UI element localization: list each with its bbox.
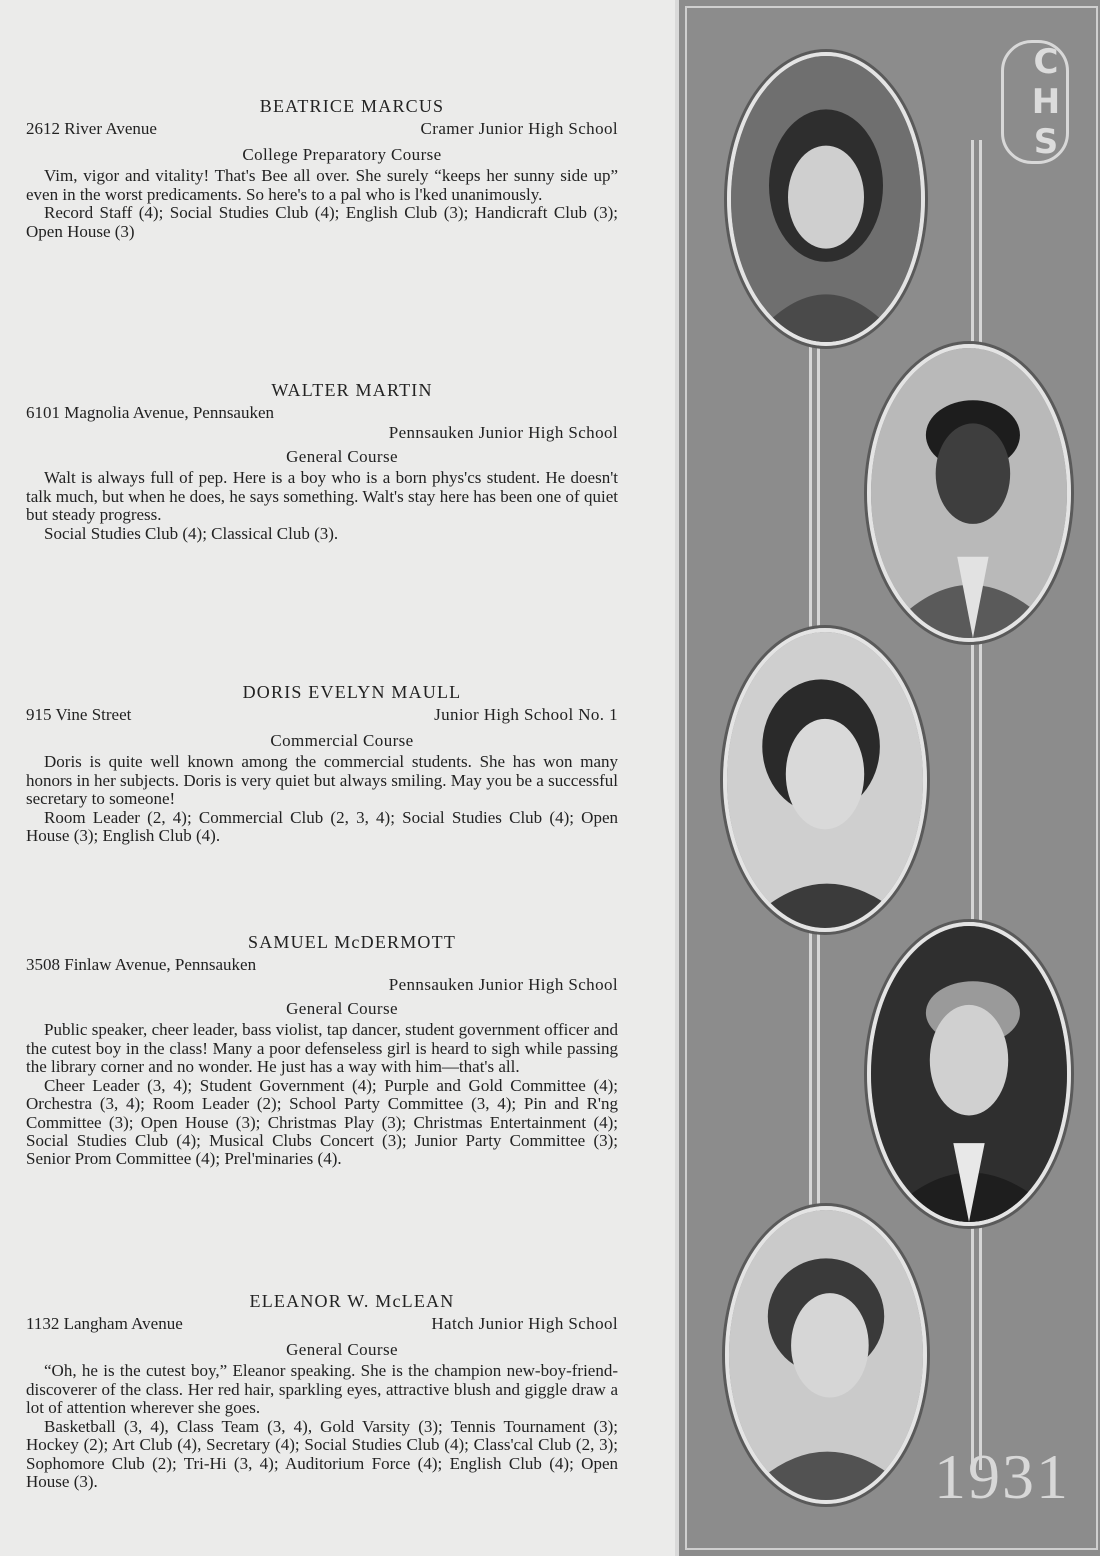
- student-blurb: “Oh, he is the cutest boy,” Eleanor speaking. She is the champion new-boy-friend-discoverer of the class. Her red hair, sparkling eyes, attractive blush and giggle draw a lot of attention wherever she goes.: [26, 1361, 618, 1418]
- student-blurb: Public speaker, cheer leader, bass violist, tap dancer, student government officer and the cutest boy in the class! Many a poor defenseless girl is heard to sigh while passing the library corner and no wonder. He just has a way with him—that's all.: [26, 1020, 618, 1077]
- junior-high-school: Hatch Junior High School: [431, 1314, 618, 1333]
- address-row: [26, 117, 618, 143]
- junior-high-school: Pennsauken Junior High School: [388, 975, 618, 994]
- junior-high-school: Junior High School No. 1: [434, 705, 618, 724]
- student-activities: Basketball (3, 4), Class Team (3, 4), Gold Varsity (3); Tennis Tournament (3); Hockey (2); Art Club (4), Secretary (4); Social Studies Club (4); Class'cal Club (2, 3); Sophomore Club (2); Tri-Hi (3, 4); Auditorium Force (4); English Club (4); Open House (3).: [26, 1416, 618, 1491]
- address-row: [26, 1312, 618, 1338]
- junior-high-school: Pennsauken Junior High School: [388, 423, 618, 442]
- student-name: DORIS EVELYN MAULL: [242, 682, 462, 702]
- portrait-photo: [729, 1210, 923, 1500]
- portrait-samuel-mcdermott: [867, 922, 1071, 1226]
- portrait-walter-martin: [867, 344, 1071, 642]
- student-address: 2612 River Avenue: [26, 119, 157, 138]
- student-name: SAMUEL McDERMOTT: [247, 932, 457, 952]
- student-address: 6101 Magnolia Avenue, Pennsauken: [26, 403, 275, 422]
- address-row: [26, 703, 618, 729]
- student-address: 915 Vine Street: [26, 705, 132, 724]
- portrait-photo: [727, 632, 923, 928]
- portrait-doris-evelyn-maull: [723, 628, 927, 932]
- student-address: 3508 Finlaw Avenue, Pennsauken: [26, 955, 257, 974]
- decorative-line: [971, 140, 974, 1470]
- course-of-study: Commercial Course: [270, 731, 414, 750]
- student-blurb: Walt is always full of pep. Here is a boy who is a born phys'cs student. He doesn't talk much, but when he does, he says something. Walt's stay here has been one of quiet but steady progress.: [26, 468, 618, 525]
- student-entry-marcus: [26, 95, 618, 241]
- student-activities: Social Studies Club (4); Classical Club (3).: [44, 523, 339, 543]
- course-of-study: College Preparatory Course: [242, 145, 442, 164]
- student-entry-martin: [26, 379, 618, 543]
- student-address: 1132 Langham Avenue: [26, 1314, 183, 1333]
- student-activities: Cheer Leader (3, 4); Student Government (4); Purple and Gold Committee (4); Orchestra (3, 4); Room Leader (2); School Party Committee (3, 4); Pin and R'ng Committee (3); Open House (3); Christmas Play (3); Christmas Entertainment (4); Social Studies Club (4); Musical Clubs Concert (3); Junior Party Committee (3); Senior Prom Committee (4); Prel'minaries (4).: [26, 1075, 618, 1169]
- student-activities: Room Leader (2, 4); Commercial Club (2, 3, 4); Social Studies Club (4); Open House (3); English Club (4).: [26, 807, 618, 846]
- student-name: BEATRICE MARCUS: [259, 96, 445, 116]
- student-entry-mclean: [26, 1290, 618, 1491]
- address-row: [26, 953, 618, 997]
- portrait-photo: [871, 348, 1067, 638]
- student-activities: Record Staff (4); Social Studies Club (4); English Club (3); Handicraft Club (3); Open House (3): [26, 203, 618, 241]
- monogram-text: CHS: [1026, 42, 1066, 162]
- portrait-photo: [731, 56, 921, 342]
- portrait-beatrice-marcus: [727, 52, 925, 346]
- student-blurb: Vim, vigor and vitality! That's Bee all over. She surely “keeps her sunny side up” even in the worst predicaments. So here's to a pal who is l'ked unanimously.: [26, 166, 618, 204]
- student-blurb: Doris is quite well known among the commercial students. She has won many honors in her subjects. Doris is very quiet but always smiling. May you be a successful secretary to someone!: [26, 752, 618, 809]
- decorative-line: [979, 140, 982, 1470]
- student-name: ELEANOR W. McLEAN: [249, 1291, 455, 1311]
- portrait-panel: [675, 0, 1100, 1556]
- portrait-eleanor-w-mclean: [725, 1206, 927, 1504]
- address-row: [26, 401, 618, 445]
- portrait-photo: [871, 926, 1067, 1222]
- course-of-study: General Course: [286, 999, 398, 1018]
- class-year: 1931: [934, 1441, 1070, 1512]
- chs-monogram: [1001, 40, 1069, 164]
- junior-high-school: Cramer Junior High School: [420, 119, 618, 138]
- student-entry-mcdermott: [26, 931, 618, 1169]
- student-name: WALTER MARTIN: [271, 380, 433, 400]
- course-of-study: General Course: [286, 1340, 398, 1359]
- student-entry-maull: [26, 681, 618, 846]
- course-of-study: General Course: [286, 447, 398, 466]
